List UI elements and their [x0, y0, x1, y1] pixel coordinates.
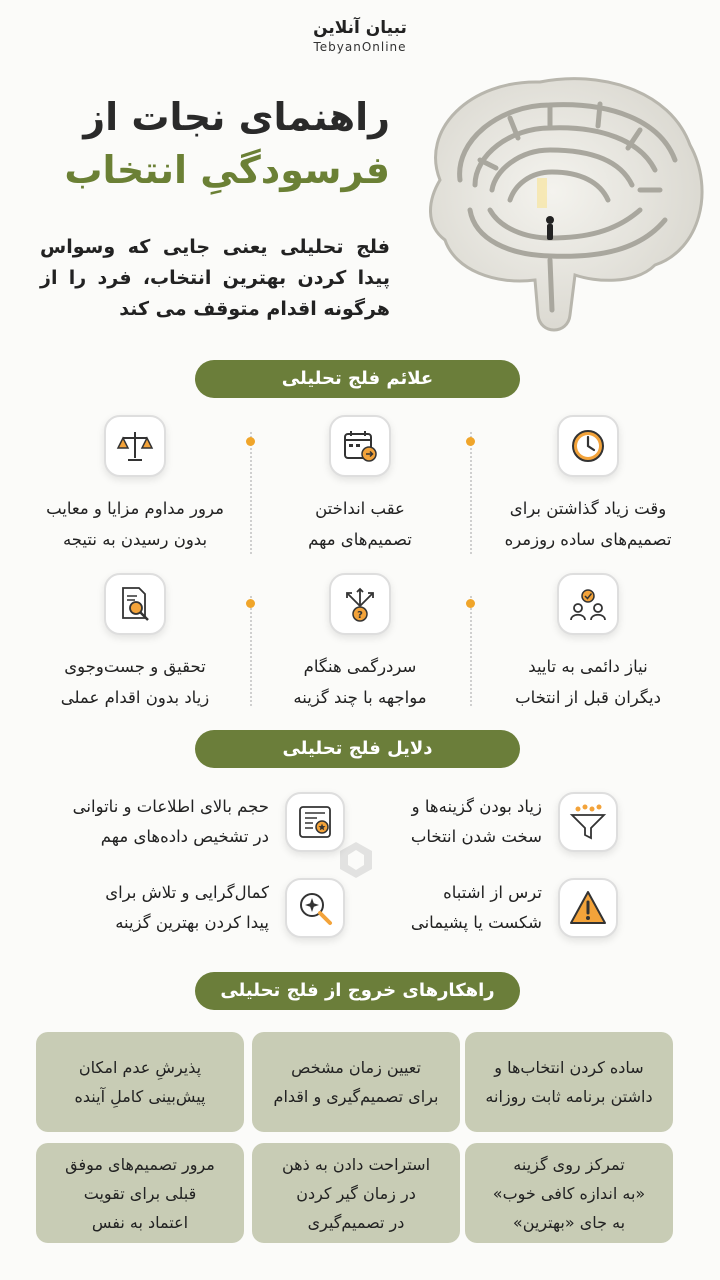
solution-text-line: «به اندازه کافی خوب» — [492, 1183, 646, 1203]
question-arrows-icon — [329, 573, 391, 635]
title-line-2: فرسودگیِ انتخاب — [64, 148, 390, 192]
solution-text-line: ساده کردن انتخاب‌ها و — [494, 1058, 644, 1077]
divider — [470, 596, 472, 706]
reason-item — [411, 878, 618, 938]
solution-text-line: اعتماد به نفس — [91, 1212, 189, 1232]
svg-text:?: ? — [357, 610, 363, 621]
main-title — [40, 92, 390, 198]
symptom-text-line: دیگران قبل از انتخاب — [515, 688, 661, 707]
solution-text-line: داشتن برنامه ثابت روزانه — [485, 1087, 653, 1106]
solution-card — [465, 1143, 673, 1243]
reason-text-line: در تشخیص داده‌های مهم — [100, 827, 269, 846]
reason-item — [411, 792, 618, 852]
symptom-item — [255, 415, 465, 555]
symptom-text-line: بدون رسیدن به نتیجه — [62, 530, 208, 549]
logo — [0, 18, 720, 54]
solution-text-line: در تصمیم‌گیری — [307, 1212, 405, 1232]
symptom-item — [483, 573, 693, 713]
reason-text-line: پیدا کردن بهترین گزینه — [115, 913, 269, 932]
symptoms-section-title: علائم فلج تحلیلی — [195, 360, 520, 398]
divider — [250, 596, 252, 706]
symptom-text-line: مرور مداوم مزایا و معایب — [46, 499, 224, 518]
symptom-item — [255, 573, 465, 713]
symptom-text-line: وقت زیاد گذاشتن برای — [509, 499, 667, 518]
bullet-dot — [466, 599, 475, 608]
solution-text-line: پیش‌بینی کاملِ آینده — [74, 1087, 206, 1106]
reason-item — [105, 878, 345, 938]
symptom-text-line: تحقیق و جست‌وجوی — [64, 657, 206, 676]
logo-text-fa: تبیان آنلاین — [313, 18, 407, 38]
solution-text-line: برای تصمیم‌گیری و اقدام — [273, 1087, 439, 1106]
solution-card — [36, 1032, 244, 1132]
solution-text-line: تمرکز روی گزینه — [513, 1154, 625, 1174]
clock-icon — [557, 415, 619, 477]
symptom-text-line: تصمیم‌های مهم — [308, 530, 412, 549]
symptom-text-line: تصمیم‌های ساده روزمره — [504, 530, 672, 549]
warning-icon — [558, 878, 618, 938]
reason-text-line: سخت شدن انتخاب — [410, 827, 542, 846]
bullet-dot — [466, 437, 475, 446]
intro-text: فلج تحلیلی یعنی جایی که وسواس پیدا کردن بهترین انتخاب، فرد را از هرگونه اقدام متوقف می کند — [40, 236, 390, 320]
solution-text-line: به جای «بهترین» — [512, 1212, 626, 1232]
divider — [250, 432, 252, 554]
solution-text-line: استراحت دادن به ذهن — [281, 1154, 431, 1174]
bullet-dot — [246, 599, 255, 608]
symptom-item — [30, 415, 240, 555]
divider — [470, 432, 472, 554]
title-line-1: راهنمای نجات از — [83, 95, 390, 139]
solution-text-line: قبلی برای تقویت — [83, 1183, 197, 1203]
solutions-section-title: راهکارهای خروج از فلج تحلیلی — [195, 972, 520, 1010]
solution-card — [252, 1143, 460, 1243]
solution-card — [465, 1032, 673, 1132]
symptom-text-line: مواجهه با چند گزینه — [293, 688, 427, 707]
solution-text-line: مرور تصمیم‌های موفق — [65, 1154, 215, 1174]
symptom-text-line: سردرگمی هنگام — [303, 657, 417, 676]
reason-text-line: زیاد بودن گزینه‌ها و — [411, 797, 542, 816]
reason-text-line: ترس از اشتباه — [443, 883, 542, 902]
data-document-icon — [285, 792, 345, 852]
symptom-text-line: نیاز دائمی به تایید — [528, 657, 648, 676]
solution-card — [252, 1032, 460, 1132]
reason-text-line: کمال‌گرایی و تلاش برای — [105, 883, 269, 902]
symptom-item — [30, 573, 240, 713]
brain-maze-illustration — [400, 60, 720, 360]
magnifier-star-icon — [285, 878, 345, 938]
reason-item — [73, 792, 345, 852]
bullet-dot — [246, 437, 255, 446]
solution-card — [36, 1143, 244, 1243]
solution-text-line: پذیرشِ عدم امکان — [78, 1058, 202, 1077]
logo-text-en: TebyanOnline — [313, 40, 407, 54]
funnel-icon — [558, 792, 618, 852]
symptom-item — [483, 415, 693, 555]
reason-text-line: حجم بالای اطلاعات و ناتوانی — [72, 797, 269, 816]
calendar-arrow-icon — [329, 415, 391, 477]
document-search-icon — [104, 573, 166, 635]
approval-people-icon — [557, 573, 619, 635]
reason-text-line: شکست یا پشیمانی — [410, 913, 542, 932]
reasons-section-title: دلایل فلج تحلیلی — [195, 730, 520, 768]
symptom-text-line: زیاد بدون اقدام عملی — [60, 688, 210, 707]
scales-icon — [104, 415, 166, 477]
symptom-text-line: عقب انداختن — [315, 499, 405, 518]
solution-text-line: در زمان گیر کردن — [296, 1183, 416, 1203]
solution-text-line: تعیین زمان مشخص — [291, 1058, 421, 1077]
